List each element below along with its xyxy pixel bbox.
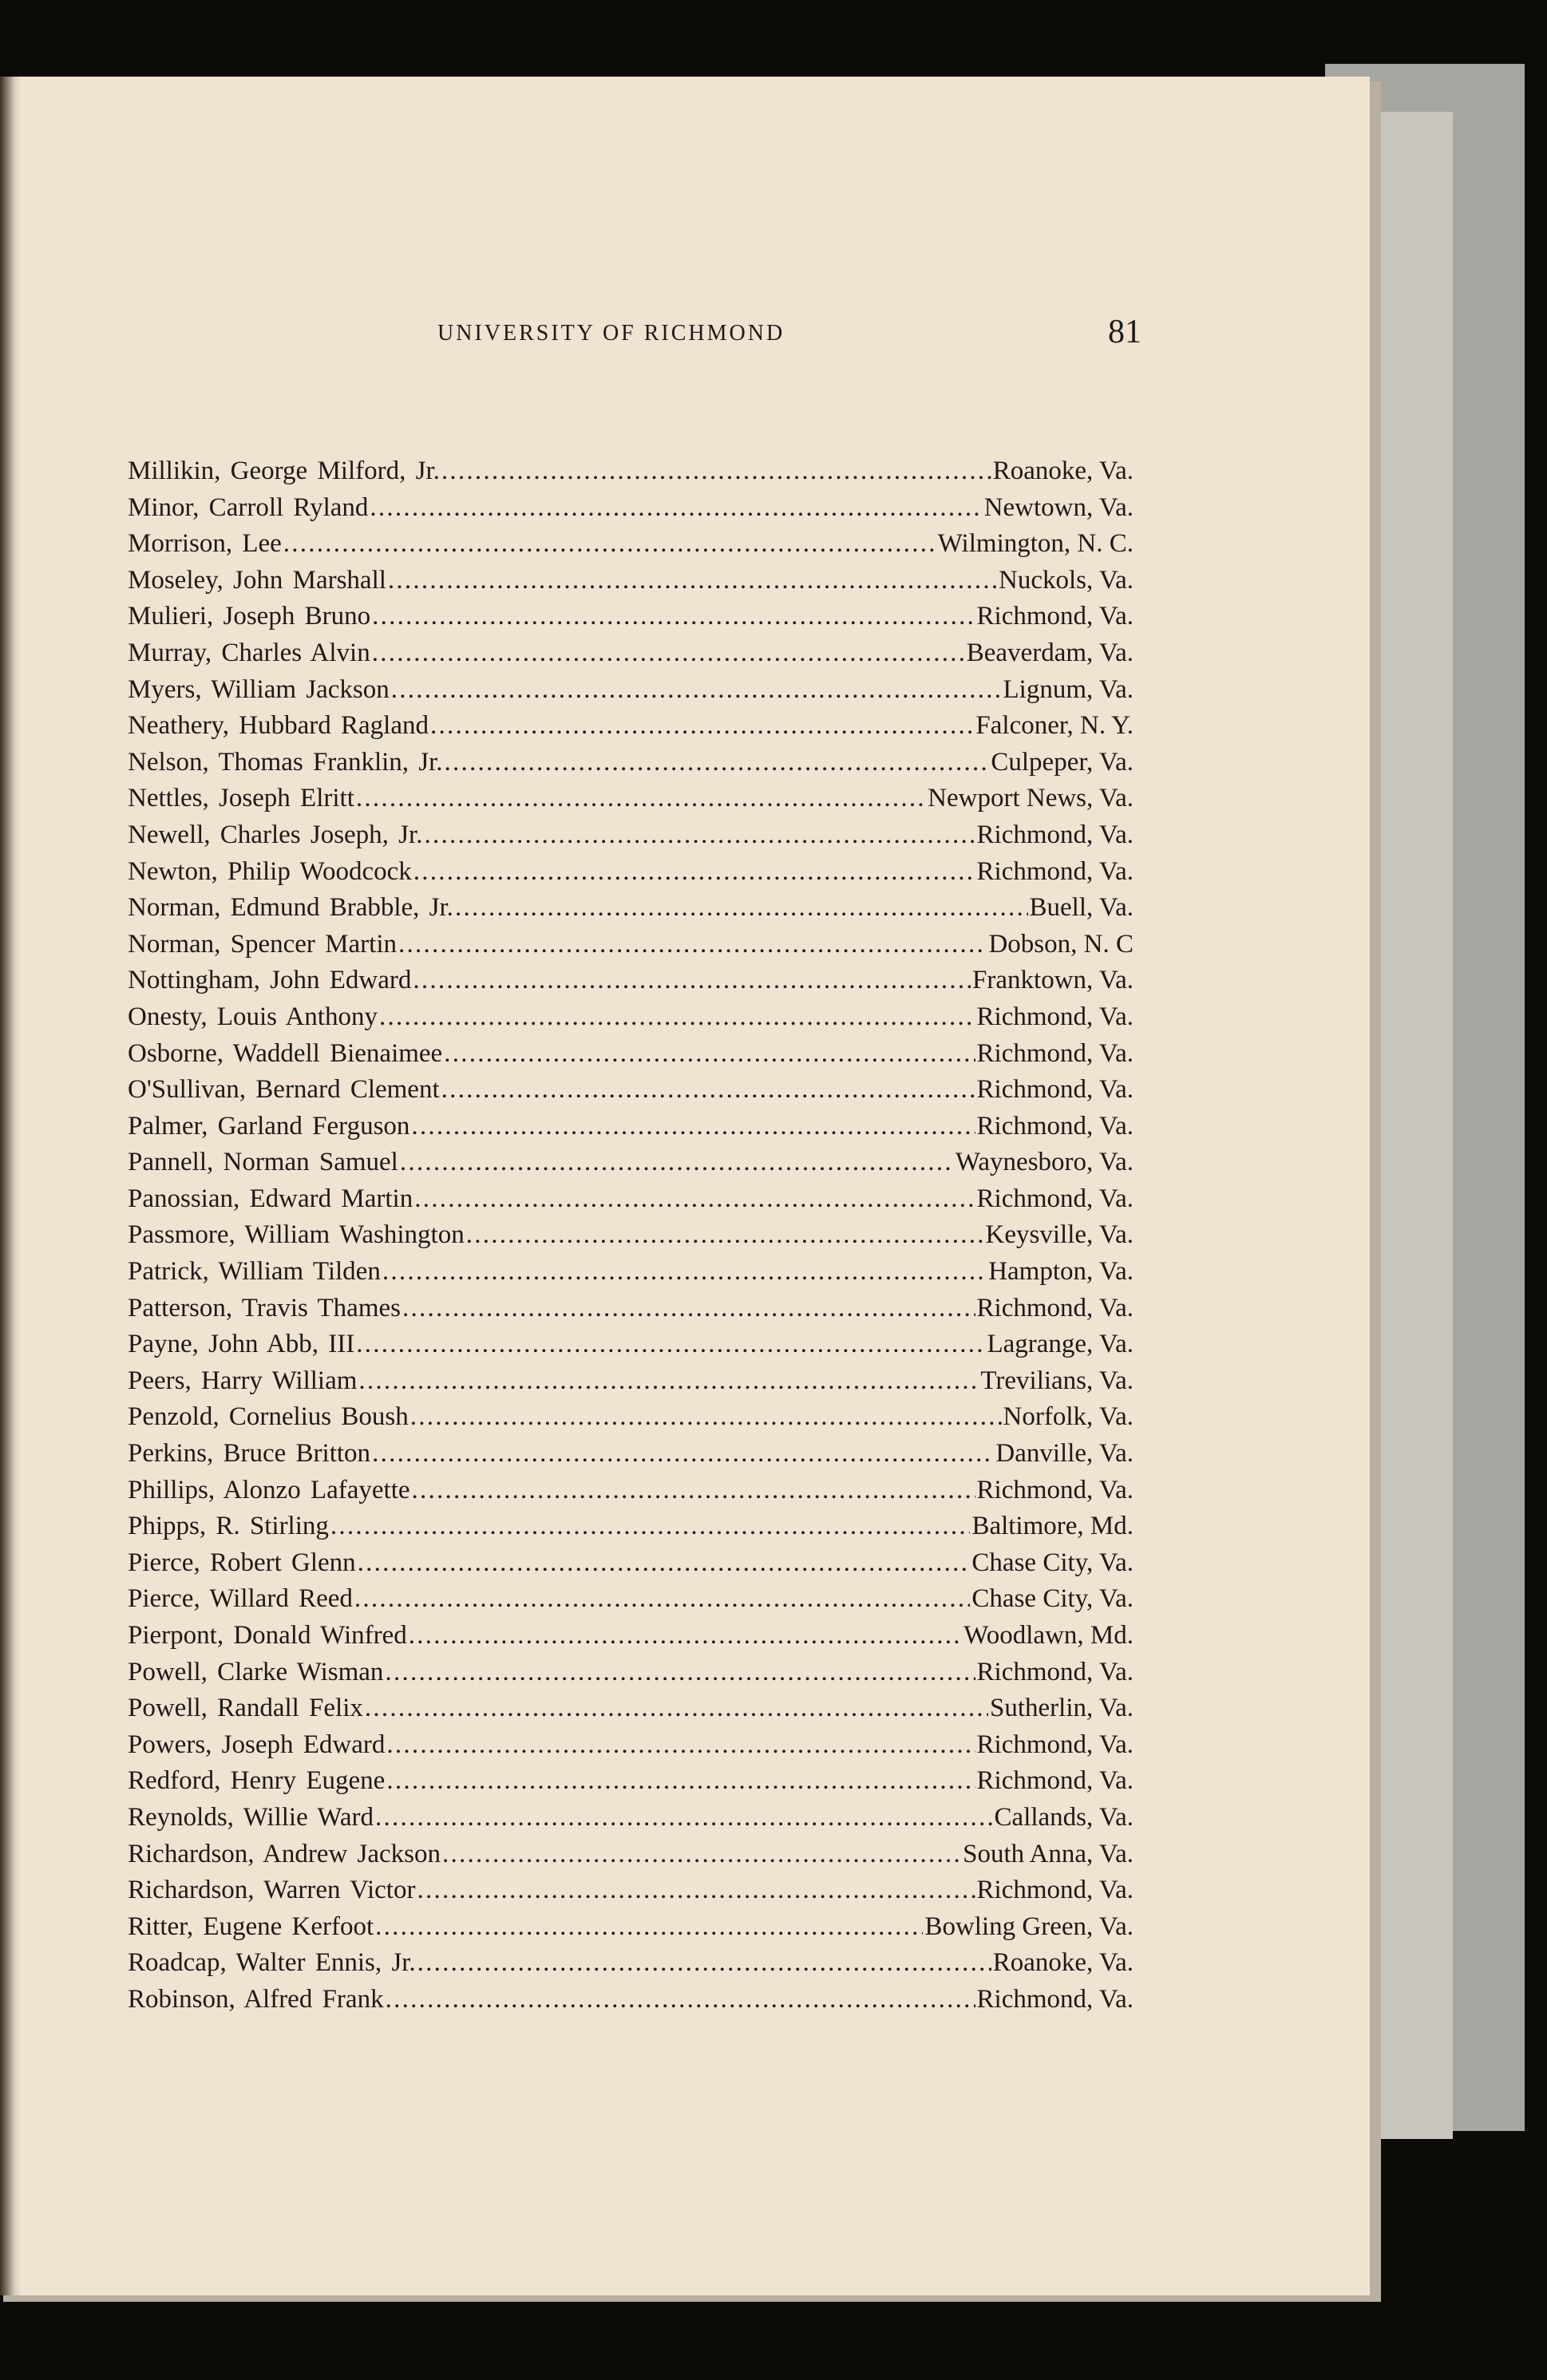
student-name: Palmer, Garland Ferguson <box>128 1111 410 1141</box>
student-name: Newton, Philip Woodcock <box>128 856 412 886</box>
dot-leader <box>430 708 974 745</box>
hometown: Lagrange, Va. <box>987 1330 1134 1359</box>
hometown: Trevilians, Va. <box>980 1366 1134 1395</box>
hometown: Bowling Green, Va. <box>924 1912 1134 1941</box>
student-name: Newell, Charles Joseph, Jr. <box>128 820 423 849</box>
list-item <box>128 1836 1134 1873</box>
hometown: Nuckols, Va. <box>999 565 1134 595</box>
hometown: Richmond, Va. <box>976 1984 1134 2014</box>
list-item <box>128 854 1134 891</box>
dot-leader <box>365 1690 988 1727</box>
hometown: Richmond, Va. <box>976 602 1134 631</box>
running-head <box>437 313 1156 353</box>
hometown: Richmond, Va. <box>976 1184 1134 1213</box>
dot-leader <box>424 817 975 854</box>
student-name: Osborne, Waddell Bienaimee <box>128 1038 443 1068</box>
list-item <box>128 1655 1134 1691</box>
hometown: Chase City, Va. <box>971 1548 1134 1577</box>
student-name: Richardson, Warren Victor <box>128 1876 416 1905</box>
hometown: Richmond, Va. <box>976 820 1134 849</box>
dot-leader <box>410 1399 1002 1436</box>
hometown: Richmond, Va. <box>976 1730 1134 1759</box>
dot-leader <box>356 1326 985 1363</box>
dot-leader <box>414 1181 975 1218</box>
hometown: Norfolk, Va. <box>1003 1402 1134 1432</box>
list-item <box>128 672 1134 709</box>
hometown: Hampton, Va. <box>988 1257 1134 1287</box>
student-name: Millikin, George Milford, Jr. <box>128 457 440 485</box>
list-item <box>128 927 1134 963</box>
student-name: O'Sullivan, Bernard Clement <box>128 1075 440 1105</box>
list-item <box>128 1109 1134 1145</box>
running-head-title: UNIVERSITY OF RICHMOND <box>437 321 785 346</box>
page-number: 81 <box>1108 314 1141 350</box>
list-item <box>128 1945 1134 1982</box>
dot-leader <box>445 745 990 781</box>
dot-leader <box>372 599 975 635</box>
student-name: Minor, Carroll Ryland <box>128 492 369 522</box>
student-name: Patterson, Travis Thames <box>128 1293 401 1322</box>
student-name: Passmore, William Washington <box>128 1220 465 1250</box>
hometown: Richmond, Va. <box>976 1293 1134 1322</box>
list-item <box>128 1145 1134 1181</box>
student-name: Neathery, Hubbard Ragland <box>128 711 429 741</box>
dot-leader <box>402 1291 975 1327</box>
dot-leader <box>412 1473 975 1509</box>
student-name: Richardson, Andrew Jackson <box>128 1839 441 1868</box>
student-name: Pierce, Willard Reed <box>128 1584 353 1614</box>
student-name: Peers, Harry William <box>128 1366 358 1395</box>
dot-leader <box>441 453 991 490</box>
student-name: Nettles, Joseph Elritt <box>128 784 354 813</box>
hometown: Callands, Va. <box>994 1802 1134 1832</box>
list-item <box>128 635 1134 672</box>
list-item <box>128 1690 1134 1727</box>
dot-leader <box>379 999 975 1036</box>
list-item <box>128 1181 1134 1218</box>
list-item <box>128 1581 1134 1618</box>
hometown: Richmond, Va. <box>976 1038 1134 1068</box>
student-name: Redford, Henry Eugene <box>128 1766 386 1796</box>
dot-leader <box>375 1909 923 1946</box>
list-item <box>128 1436 1134 1473</box>
hometown: Newtown, Va. <box>983 492 1134 522</box>
hometown: Richmond, Va. <box>976 1075 1134 1105</box>
list-item <box>128 1072 1134 1109</box>
hometown: Dobson, N. C <box>988 929 1134 959</box>
hometown: Waynesboro, Va. <box>955 1148 1134 1177</box>
student-name: Phipps, R. Stirling <box>128 1512 329 1541</box>
list-item <box>128 745 1134 781</box>
list-item <box>128 1763 1134 1800</box>
list-item <box>128 817 1134 854</box>
list-item <box>128 1508 1134 1545</box>
dot-leader <box>370 490 982 527</box>
list-item <box>128 1872 1134 1909</box>
list-item <box>128 563 1134 599</box>
student-name: Patrick, William Tilden <box>128 1257 381 1287</box>
hometown: Sutherlin, Va. <box>990 1694 1134 1723</box>
dot-leader <box>409 1618 963 1655</box>
hometown: Lignum, Va. <box>1003 674 1134 704</box>
dot-leader <box>385 1655 975 1691</box>
dot-leader <box>400 1145 954 1181</box>
list-item <box>128 1363 1134 1400</box>
student-name: Powers, Joseph Edward <box>128 1730 386 1759</box>
hometown: Franktown, Va. <box>972 966 1134 995</box>
dot-leader <box>283 526 936 563</box>
hometown: Culpeper, Va. <box>991 747 1134 777</box>
dot-leader <box>382 1254 987 1291</box>
list-item <box>128 1036 1134 1073</box>
list-item <box>128 1545 1134 1582</box>
page-gutter <box>0 77 21 2295</box>
list-item <box>128 526 1134 563</box>
student-name: Moseley, John Marshall <box>128 565 386 595</box>
student-directory-list <box>128 453 1134 2018</box>
dot-leader <box>398 927 987 963</box>
hometown: Woodlawn, Md. <box>963 1621 1134 1650</box>
student-name: Ritter, Eugene Kerfoot <box>128 1912 374 1941</box>
dot-leader <box>375 1800 993 1836</box>
student-name: Pannell, Norman Samuel <box>128 1148 398 1177</box>
hometown: Roanoke, Va. <box>992 1948 1134 1978</box>
list-item <box>128 1618 1134 1655</box>
student-name: Norman, Edmund Brabble, Jr. <box>128 893 453 923</box>
hometown: Richmond, Va. <box>976 1002 1134 1031</box>
dot-leader <box>358 1545 971 1582</box>
list-item <box>128 1909 1134 1946</box>
dot-leader <box>386 1727 975 1764</box>
list-item <box>128 1800 1134 1836</box>
student-name: Perkins, Bruce Britton <box>128 1439 371 1469</box>
dot-leader <box>388 563 997 599</box>
student-name: Payne, John Abb, III <box>128 1330 355 1359</box>
dot-leader <box>417 1945 991 1982</box>
dot-leader <box>391 672 1002 709</box>
hometown: Newport News, Va. <box>928 784 1134 813</box>
list-item <box>128 453 1134 490</box>
dot-leader <box>356 781 926 817</box>
list-item <box>128 781 1134 817</box>
hometown: Falconer, N. Y. <box>975 711 1134 741</box>
dot-leader <box>455 890 1028 927</box>
list-item <box>128 599 1134 635</box>
dot-leader <box>466 1217 984 1254</box>
hometown: Richmond, Va. <box>976 856 1134 886</box>
hometown: Richmond, Va. <box>976 1766 1134 1796</box>
hometown: Richmond, Va. <box>976 1657 1134 1686</box>
student-name: Nottingham, John Edward <box>128 966 412 995</box>
dot-leader <box>417 1872 975 1909</box>
list-item <box>128 999 1134 1036</box>
list-item <box>128 1254 1134 1291</box>
student-name: Roadcap, Walter Ennis, Jr. <box>128 1948 416 1978</box>
hometown: Wilmington, N. C. <box>937 529 1134 559</box>
dot-leader <box>413 963 971 999</box>
dot-leader <box>411 1109 975 1145</box>
student-name: Penzold, Cornelius Boush <box>128 1402 409 1432</box>
dot-leader <box>354 1581 971 1618</box>
book-page <box>0 77 1370 2295</box>
dot-leader <box>386 1982 975 2018</box>
dot-leader <box>386 1763 975 1800</box>
list-item <box>128 708 1134 745</box>
student-name: Reynolds, Willie Ward <box>128 1802 374 1832</box>
hometown: Beaverdam, Va. <box>966 638 1134 667</box>
student-name: Murray, Charles Alvin <box>128 638 370 667</box>
student-name: Norman, Spencer Martin <box>128 929 397 959</box>
hometown: Baltimore, Md. <box>971 1512 1134 1541</box>
student-name: Nelson, Thomas Franklin, Jr. <box>128 747 443 777</box>
hometown: Richmond, Va. <box>976 1111 1134 1141</box>
dot-leader <box>444 1036 975 1073</box>
list-item <box>128 963 1134 999</box>
list-item <box>128 1291 1134 1327</box>
dot-leader <box>372 1436 994 1473</box>
student-name: Myers, William Jackson <box>128 674 390 704</box>
list-item <box>128 1326 1134 1363</box>
dot-leader <box>441 1072 975 1109</box>
list-item <box>128 1217 1134 1254</box>
hometown: South Anna, Va. <box>963 1839 1134 1868</box>
list-item <box>128 1399 1134 1436</box>
list-item <box>128 490 1134 527</box>
student-name: Panossian, Edward Martin <box>128 1184 413 1213</box>
dot-leader <box>330 1508 971 1545</box>
student-name: Morrison, Lee <box>128 529 282 559</box>
dot-leader <box>413 854 975 891</box>
hometown: Buell, Va. <box>1029 893 1134 923</box>
student-name: Phillips, Alonzo Lafayette <box>128 1475 410 1504</box>
student-name: Mulieri, Joseph Bruno <box>128 602 371 631</box>
dot-leader <box>372 635 965 672</box>
list-item <box>128 890 1134 927</box>
student-name: Onesty, Louis Anthony <box>128 1002 378 1031</box>
dot-leader <box>442 1836 961 1873</box>
student-name: Robinson, Alfred Frank <box>128 1984 384 2014</box>
hometown: Roanoke, Va. <box>992 457 1134 485</box>
hometown: Richmond, Va. <box>976 1475 1134 1504</box>
hometown: Danville, Va. <box>995 1439 1134 1469</box>
list-item <box>128 1982 1134 2018</box>
student-name: Pierce, Robert Glenn <box>128 1548 356 1577</box>
list-item <box>128 1727 1134 1764</box>
student-name: Pierpont, Donald Winfred <box>128 1621 407 1650</box>
hometown: Chase City, Va. <box>971 1584 1134 1614</box>
list-item <box>128 1473 1134 1509</box>
dot-leader <box>358 1363 979 1400</box>
hometown: Richmond, Va. <box>976 1876 1134 1905</box>
hometown: Keysville, Va. <box>985 1220 1134 1250</box>
student-name: Powell, Randall Felix <box>128 1694 363 1723</box>
student-name: Powell, Clarke Wisman <box>128 1657 384 1686</box>
